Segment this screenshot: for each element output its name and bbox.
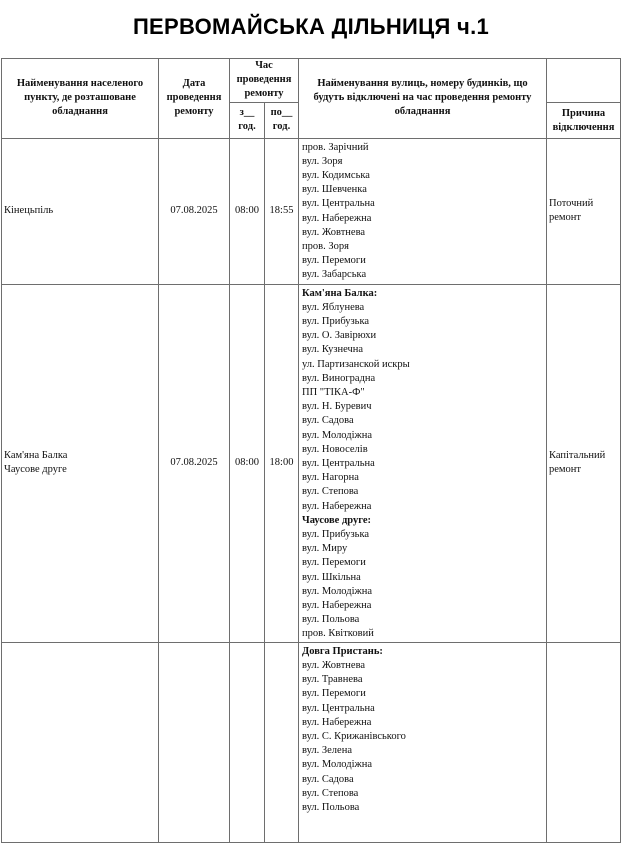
street-item: вул. О. Завірюхи [302,330,377,342]
street-item: вул. Набережна [302,212,372,224]
table-header-row [2,59,621,103]
settlement-name: Чаусове друге [4,464,67,476]
street-item: пров. Квітковий [302,628,374,640]
street-item: вул. Яблунева [302,301,365,313]
settlement-cell [2,284,159,642]
header-date: Дата проведення ремонту [159,59,230,139]
header-settlement: Найменування населеного пункту, де розташоване обладнання [2,59,159,139]
time-to-cell [265,642,299,842]
street-item: вул. Кодимська [302,170,370,182]
time-from-cell [230,642,265,842]
table-row [2,284,621,642]
street-item: вул. Прибузька [302,316,370,328]
street-item: вул. Прибузька [302,529,370,541]
street-item: ПП "ТІКА-Ф" [302,387,365,399]
header-to: по__ год. [265,102,299,138]
settlement-cell [2,642,159,842]
street-item: вул. Жовтнева [302,226,366,238]
header-reason: Причина відключення [547,102,621,138]
street-item: вул. Центральна [302,198,375,210]
street-item: ул. Партизанской искры [302,358,410,370]
time-from-cell: 08:00 [230,284,265,642]
street-item: вул. Травнева [302,674,363,686]
street-item: пров. Зоря [302,241,349,253]
street-item: вул. Степова [302,486,359,498]
time-to-cell: 18:55 [265,138,299,284]
street-item: вул. Молодіжна [302,759,373,771]
streets-cell [299,138,547,284]
outage-schedule-table [1,58,621,843]
street-item: вул. Забарська [302,269,367,281]
date-cell: 07.08.2025 [159,138,230,284]
street-item: вул. Польова [302,801,360,813]
reason-cell [547,642,621,842]
street-item: вул. Зелена [302,745,352,757]
table-row [2,138,621,284]
village-group-label: Чаусове друге: [302,514,372,526]
street-item: вул. Виноградна [302,372,376,384]
street-item: вул. Перемоги [302,688,366,700]
date-cell [159,642,230,842]
street-item: вул. Набережна [302,500,372,512]
street-item: вул. Набережна [302,716,372,728]
street-item: вул. Перемоги [302,557,366,569]
street-item: вул. Шевченка [302,184,367,196]
street-item: вул. Новоселів [302,443,368,455]
time-to-cell: 18:00 [265,284,299,642]
header-reason-spacer [547,59,621,103]
header-time: Час проведення ремонту [230,59,299,103]
streets-cell [299,284,547,642]
header-streets: Найменування вулиць, номеру будинків, що будуть відключені на час проведення ремонту обладнання [299,59,547,139]
street-item: вул. Набережна [302,600,372,612]
street-item: вул. Н. Буревич [302,401,372,413]
street-item: вул. Садова [302,773,354,785]
streets-cell [299,642,547,842]
street-item: вул. Садова [302,415,354,427]
street-item: вул. С. Крижанівського [302,730,406,742]
date-cell: 07.08.2025 [159,284,230,642]
settlement-name: Кам'яна Балка [4,449,68,461]
reason-cell: Капітальний ремонт [547,284,621,642]
village-group-label: Кам'яна Балка: [302,287,378,299]
street-item: вул. Зоря [302,155,343,167]
street-item: вул. Миру [302,543,348,555]
street-item: вул. Степова [302,787,359,799]
time-from-cell: 08:00 [230,138,265,284]
settlement-cell: Кінецьпіль [2,138,159,284]
village-group-label: Довга Пристань: [302,645,383,657]
street-item: вул. Центральна [302,702,375,714]
street-item: вул. Молодіжна [302,585,373,597]
street-item: вул. Нагорна [302,472,359,484]
table-row [2,642,621,842]
street-item: вул. Кузнечна [302,344,364,356]
street-item: вул. Молодіжна [302,429,373,441]
header-from: з__ год. [230,102,265,138]
street-item: вул. Центральна [302,458,375,470]
street-item: вул. Польова [302,614,360,626]
street-item: пров. Зарічний [302,141,369,153]
street-item: вул. Жовтнева [302,659,366,671]
street-item: вул. Перемоги [302,255,366,267]
street-item: вул. Шкільна [302,571,361,583]
page-title: ПЕРВОМАЙСЬКА ДІЛЬНИЦЯ ч.1 [132,14,490,39]
reason-cell: Поточний ремонт [547,138,621,284]
